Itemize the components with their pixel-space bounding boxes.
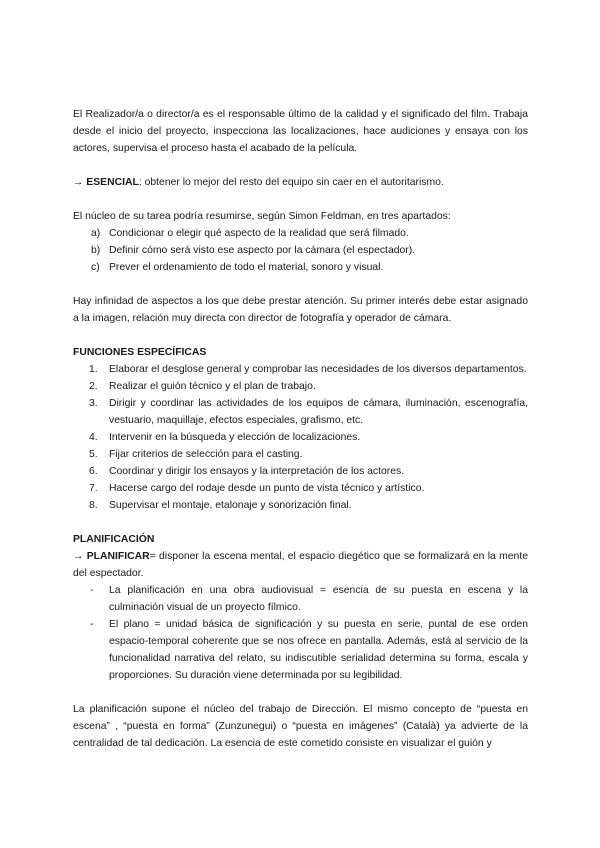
list-marker: 4.	[89, 432, 98, 443]
list-marker: 6.	[89, 466, 98, 477]
spacer	[73, 327, 528, 344]
list-item-text: Hacerse cargo del rodaje desde un punto de vista técnico y artístico.	[109, 483, 425, 494]
list-item-text: Fijar criterios de selección para el casting.	[109, 449, 303, 460]
list-item	[73, 582, 528, 616]
aspects-paragraph: Hay infinidad de aspectos a los que debe prestar atención. Su primer interés debe estar asignado a la imagen, relación muy directa con director de fotografía y operador de cámara.	[73, 296, 528, 324]
list-marker: b)	[91, 245, 101, 256]
spacer	[73, 514, 528, 531]
list-item	[73, 429, 528, 446]
list-item	[73, 463, 528, 480]
closing-paragraph: La planificación supone el núcleo del trabajo de Dirección. El mismo concepto de “puesta en escena” , “puesta en forma” (Zunzunegui) o “puesta en imágenes” (Català) ya advierte de la centralidad de tal dedicación. La esencia de este cometido consiste en visualizar el guión y	[73, 704, 528, 749]
list-marker: 1.	[89, 364, 98, 375]
list-marker: a)	[91, 228, 101, 239]
list-item-text: Supervisar el montaje, etalonaje y sonorización final.	[109, 500, 352, 511]
spacer	[73, 276, 528, 293]
list-item-text: Dirigir y coordinar las actividades de los equipos de cámara, iluminación, escenografía, vestuario, maquillaje, efectos especiales, grafismo, etc.	[109, 398, 528, 426]
list-item-text: Realizar el guión técnico y el plan de trabajo.	[109, 381, 316, 392]
spacer	[73, 157, 528, 174]
list-item-text: Definir cómo será visto ese aspecto por la cámara (el espectador).	[109, 245, 416, 256]
section-heading-planificacion: PLANIFICACIÓN	[73, 534, 155, 545]
list-marker: -	[90, 585, 94, 596]
list-item	[73, 361, 528, 378]
document-page	[73, 106, 528, 752]
list-marker: 8.	[89, 500, 98, 511]
list-marker: 7.	[89, 483, 98, 494]
list-item	[73, 225, 528, 242]
essential-text: : obtener lo mejor del resto del equipo sin caer en el autoritarismo.	[138, 177, 444, 188]
list-marker: 5.	[89, 449, 98, 460]
definition-label: PLANIFICAR	[86, 551, 150, 562]
planificacion-list	[73, 582, 528, 684]
intro-paragraph: El Realizador/a o director/a es el responsable último de la calidad y el significado del film. Trabaja desde el inicio del proyecto, inspecciona las localizaciones, hace audiciones y ensaya con los actores, supervisa el proceso hasta el acabado de la película.	[73, 109, 528, 154]
list-item	[73, 616, 528, 684]
list-marker: 2.	[89, 381, 98, 392]
list-item	[73, 242, 528, 259]
core-list	[73, 225, 528, 276]
spacer	[73, 684, 528, 701]
funciones-list	[73, 361, 528, 514]
list-marker: c)	[91, 262, 100, 273]
list-marker: -	[90, 619, 94, 630]
section-heading-funciones: FUNCIONES ESPECÍFICAS	[73, 347, 207, 358]
list-item-text: Intervenir en la búsqueda y elección de localizaciones.	[109, 432, 361, 443]
list-item	[73, 378, 528, 395]
list-item	[73, 497, 528, 514]
list-item	[73, 395, 528, 429]
arrow-icon: →	[73, 177, 84, 188]
essential-label: ESENCIAL	[86, 177, 139, 188]
list-item-text: Coordinar y dirigir los ensayos y la interpretación de los actores.	[109, 466, 405, 477]
definition-line	[73, 548, 528, 582]
core-intro: El núcleo de su tarea podría resumirse, según Simon Feldman, en tres apartados:	[73, 211, 451, 222]
list-item	[73, 480, 528, 497]
list-item	[73, 446, 528, 463]
list-item-text: Condicionar o elegir qué aspecto de la realidad que será filmado.	[109, 228, 409, 239]
arrow-icon: →	[73, 551, 84, 562]
essential-line	[73, 174, 528, 191]
list-item-text: La planificación en una obra audiovisual = esencia de su puesta en escena y la culminación visual de un proyecto fílmico.	[109, 585, 528, 613]
list-item-text: Elaborar el desglose general y comprobar las necesidades de los diversos departamentos.	[109, 364, 527, 375]
list-item-text: Prever el ordenamiento de todo el material, sonoro y visual.	[109, 262, 384, 273]
definition-text: = disponer la escena mental, el espacio diegético que se formalizará en la mente del espectador.	[73, 551, 528, 579]
list-item	[73, 259, 528, 276]
list-item-text: El plano = unidad básica de significación y su puesta en serie, puntal de ese orden espacio-temporal coherente que se nos ofrece en pantalla. Además, está al servicio de la funcionalidad narrativa del relato, su indiscutible serialidad determina su forma, escala y proporciones. Su duración viene determinada por su legibilidad.	[109, 619, 528, 681]
spacer	[73, 191, 528, 208]
list-marker: 3.	[89, 398, 98, 409]
